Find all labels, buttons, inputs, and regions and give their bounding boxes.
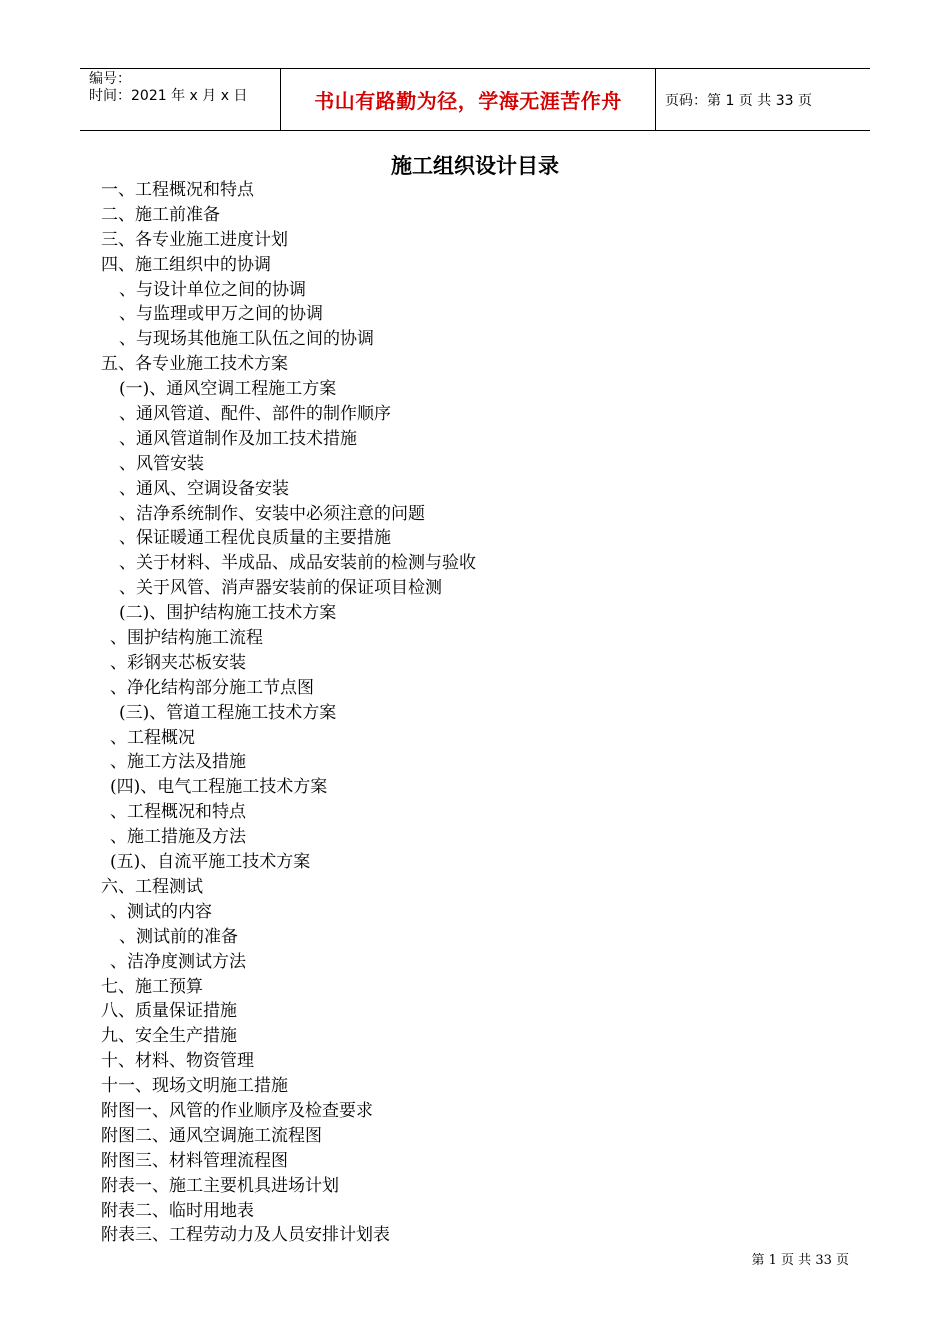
toc-entry: 、工程概况 xyxy=(110,727,195,748)
toc-entry: 附图一、风管的作业顺序及检查要求 xyxy=(101,1100,373,1121)
table-of-contents xyxy=(101,178,476,1248)
toc-entry: 十一、现场文明施工措施 xyxy=(101,1076,288,1097)
toc-entry: 附表一、施工主要机具进场计划 xyxy=(101,1175,339,1196)
toc-entry: 四、施工组织中的协调 xyxy=(101,254,271,275)
toc-entry: 、通风、空调设备安装 xyxy=(119,478,289,499)
toc-entry: 、彩钢夹芯板安装 xyxy=(110,652,246,673)
toc-entry: 附表二、临时用地表 xyxy=(101,1200,254,1221)
toc-entry: 、与设计单位之间的协调 xyxy=(119,279,306,300)
toc-entry: 、工程概况和特点 xyxy=(110,802,246,823)
toc-entry: 一、工程概况和特点 xyxy=(101,180,254,200)
page-header xyxy=(80,68,870,131)
toc-entry: 十、材料、物资管理 xyxy=(101,1051,254,1072)
toc-entry: 六、工程测试 xyxy=(101,876,203,897)
toc-entry: 五、各专业施工技术方案 xyxy=(101,354,288,375)
code-label: 编号： xyxy=(89,71,131,87)
toc-entry: 、洁净度测试方法 xyxy=(110,951,246,972)
toc-entry: 七、施工预算 xyxy=(101,976,203,997)
toc-entry: 二、施工前准备 xyxy=(101,204,220,225)
toc-entry: 附图二、通风空调施工流程图 xyxy=(101,1125,322,1146)
toc-entry: 、关于风管、消声器安装前的保证项目检测 xyxy=(119,578,442,599)
toc-entry: 、围护结构施工流程 xyxy=(110,628,263,649)
header-motto: 书山有路勤为径，学海无涯苦作舟 xyxy=(281,69,656,130)
toc-entry: 三、各专业施工进度计划 xyxy=(101,229,288,250)
toc-entry: 、测试的内容 xyxy=(110,901,212,922)
toc-entry: 、保证暖通工程优良质量的主要措施 xyxy=(119,528,391,549)
toc-entry: 、风管安装 xyxy=(119,453,204,474)
toc-entry: (五)、自流平施工技术方案 xyxy=(110,852,311,873)
toc-entry: 、施工方法及措施 xyxy=(110,752,246,773)
toc-entry: (二)、围护结构施工技术方案 xyxy=(119,603,337,624)
toc-entry: 附图三、材料管理流程图 xyxy=(101,1150,288,1171)
toc-entry: 、与现场其他施工队伍之间的协调 xyxy=(119,329,374,350)
toc-entry: (四)、电气工程施工技术方案 xyxy=(110,777,328,798)
toc-entry: 、与监理或甲万之间的协调 xyxy=(119,304,323,325)
toc-entry: (三)、管道工程施工技术方案 xyxy=(119,702,337,723)
toc-entry: (一)、通风空调工程施工方案 xyxy=(119,379,337,400)
toc-entry: 、洁净系统制作、安装中必须注意的问题 xyxy=(119,503,425,524)
toc-entry: 、净化结构部分施工节点图 xyxy=(110,677,314,698)
toc-entry: 、通风管道、配件、部件的制作顺序 xyxy=(119,404,391,425)
toc-entry: 、关于材料、半成品、成品安装前的检测与验收 xyxy=(119,553,476,574)
time-label: 时间：2021 年 x 月 x 日 xyxy=(89,88,248,104)
header-page-info: 页码：第 1 页 共 33 页 xyxy=(665,92,812,109)
toc-entry: 八、质量保证措施 xyxy=(101,1001,237,1022)
page-footer: 第 1 页 共 33 页 xyxy=(751,1253,849,1268)
toc-entry: 附表三、工程劳动力及人员安排计划表 xyxy=(101,1225,390,1246)
toc-entry: 、施工措施及方法 xyxy=(110,827,246,848)
toc-entry: 九、安全生产措施 xyxy=(101,1026,237,1047)
toc-entry: 、测试前的准备 xyxy=(119,926,238,947)
header-meta xyxy=(80,69,281,130)
document-title: 施工组织设计目录 xyxy=(391,154,559,178)
toc-entry: 、通风管道制作及加工技术措施 xyxy=(119,428,357,449)
